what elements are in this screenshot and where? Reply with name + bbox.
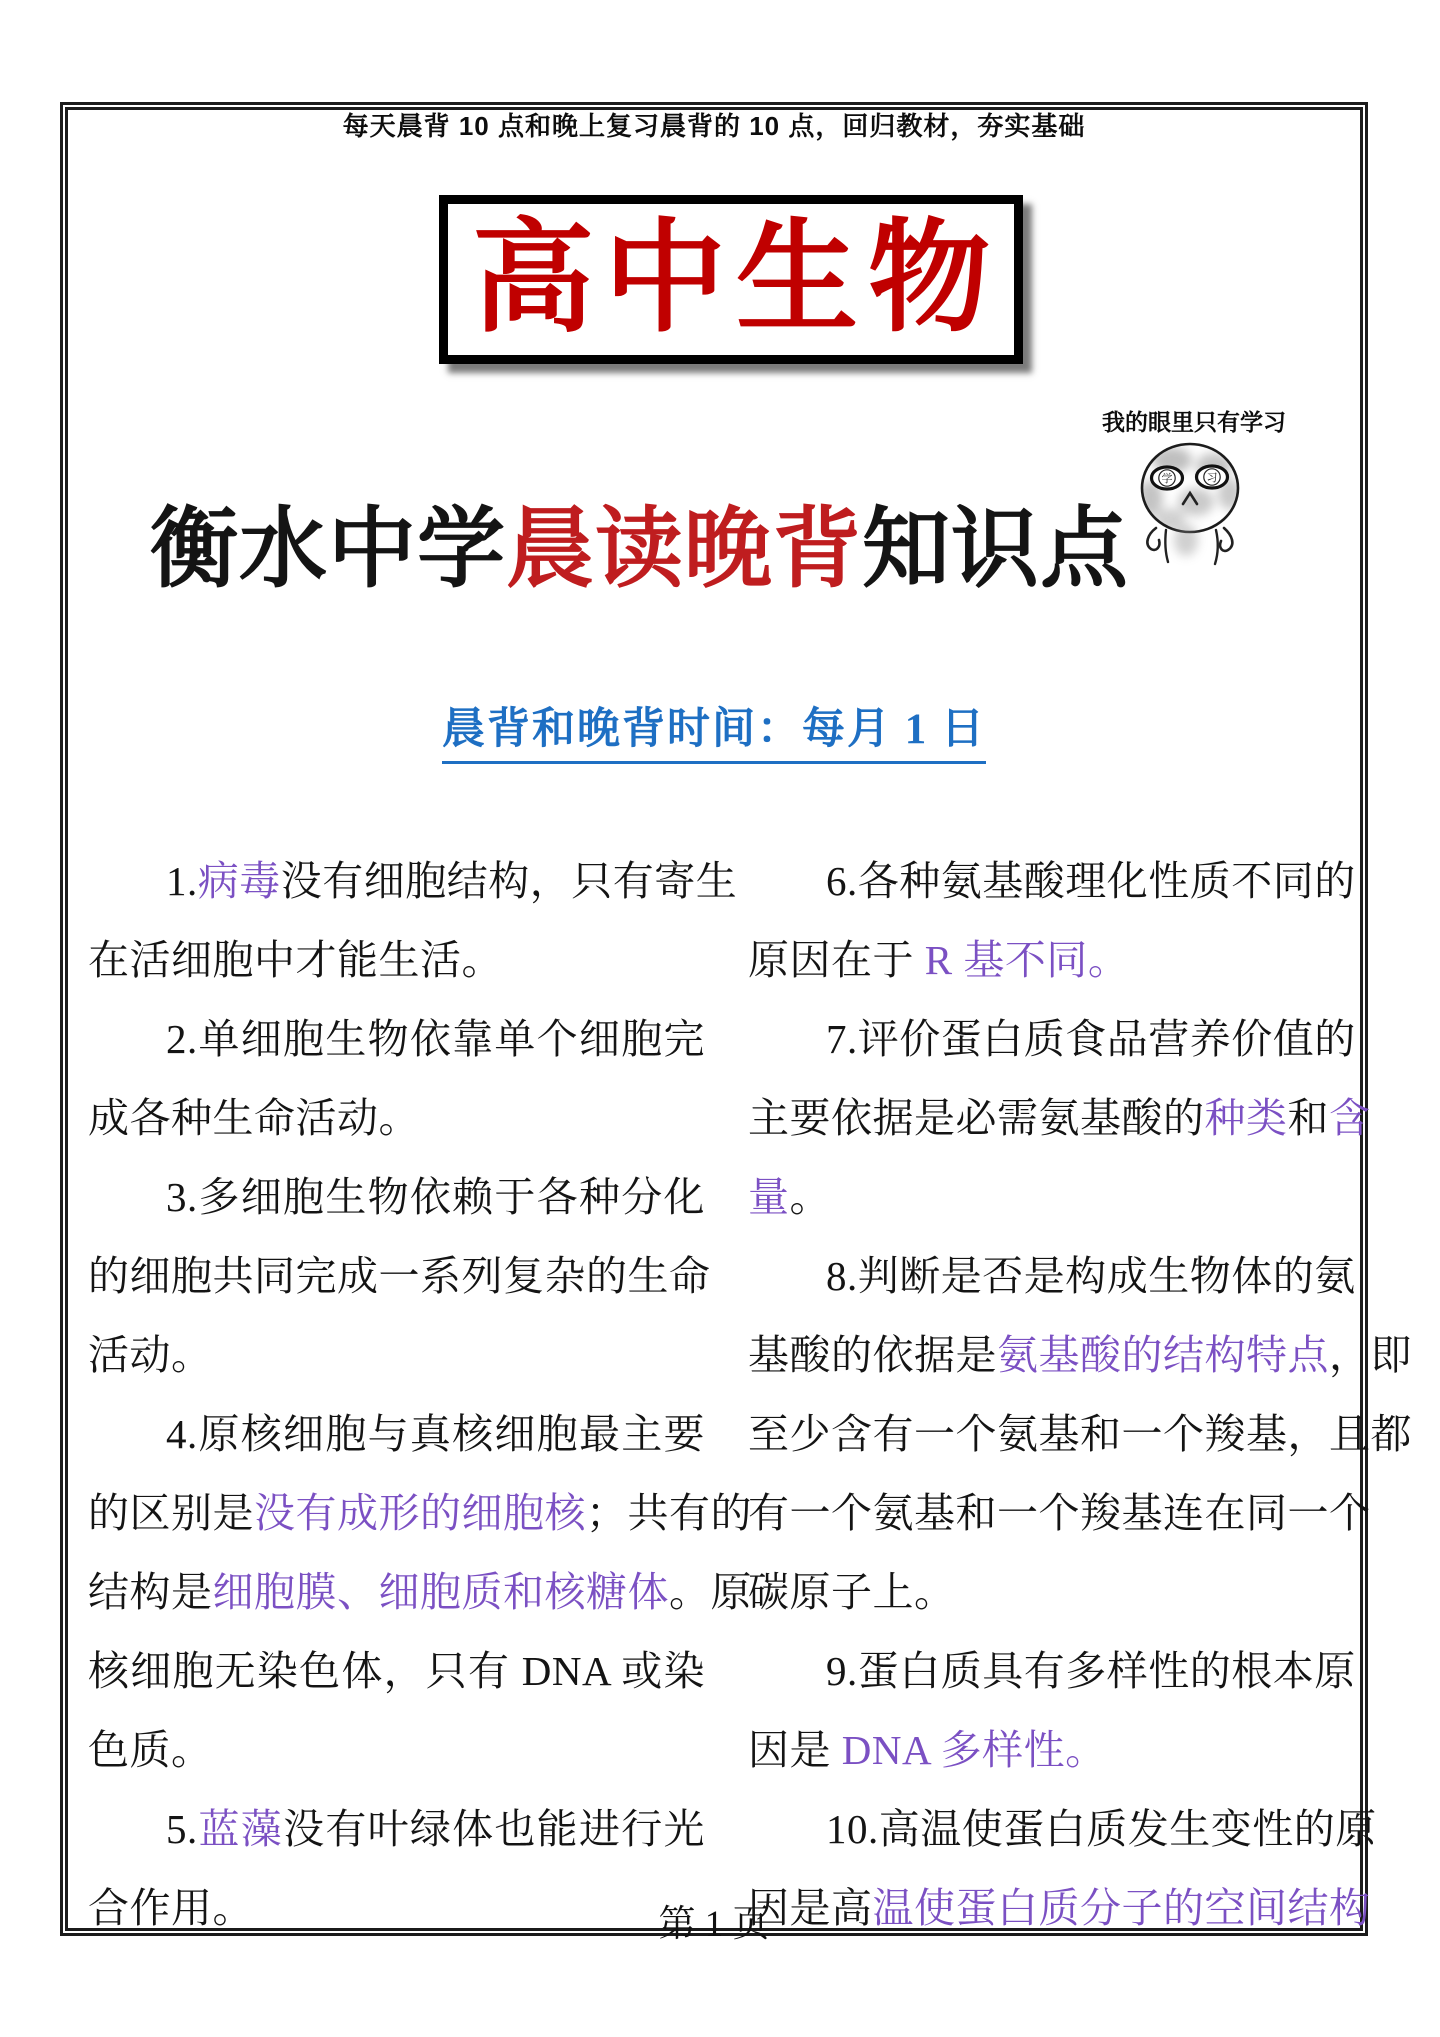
text-segment-purple: 没有成形的细胞核 [254,1490,586,1536]
text-segment-purple: 温使蛋白质分子的空间结构 [872,1885,1371,1931]
text-segment-ink: 核细胞无染色体，只有 DNA 或染 [88,1648,705,1694]
text-line [748,1237,1356,1316]
text-segment-ink: 没有细胞结构，只有寄生 [280,858,738,904]
text-line [88,1079,705,1158]
text-line [748,1790,1377,1869]
text-segment-purple: DNA 多样性。 [831,1727,1107,1773]
text-segment-purple: 病毒 [197,858,281,904]
main-title [150,500,1250,601]
text-line [748,842,1356,921]
text-segment-ink: 有一个氨基和一个羧基连在同一个 [748,1490,1371,1536]
text-segment-purple: 蓝藻 [197,1806,284,1852]
main-title-segment: 衡水中学 [150,502,507,599]
text-segment-ink: 的细胞共同完成一系列复杂的生命 [88,1253,711,1299]
text-line [88,1395,705,1474]
text-segment-ink: 1. [166,858,198,904]
text-segment-ink: 结构是 [88,1569,213,1615]
text-segment-ink: 2.单细胞生物依靠单个细胞完 [166,1016,705,1062]
subtitle: 晨背和晚背时间：每月 1 日 [442,704,986,764]
text-line [88,1711,705,1790]
header-note: 每天晨背 10 点和晚上复习晨背的 10 点，回归教材，夯实基础 [342,111,1086,141]
title-box [439,195,1023,364]
text-segment-ink: 活动。 [88,1332,213,1378]
text-segment-ink: 色质。 [88,1727,213,1773]
notes-columns [88,842,1412,1948]
text-segment-purple: 细胞膜、细胞质和核糖体 [212,1569,669,1615]
text-line [748,1000,1356,1079]
text-segment-purple: 氨基酸的结构特点 [997,1332,1329,1378]
text-segment-ink: 。原 [669,1569,752,1615]
text-line [748,1395,1412,1474]
main-title-segment: 晨读晚背 [506,502,863,599]
text-line [88,1000,705,1079]
text-line [88,1316,705,1395]
text-segment-purple: R 基不同。 [914,937,1130,983]
text-line [88,1474,752,1553]
text-line [748,1553,1343,1632]
svg-text:学: 学 [1161,473,1173,485]
svg-text:习: 习 [1206,472,1218,484]
main-title-segment: 知识点 [862,502,1130,599]
text-line [748,921,1343,1000]
text-segment-ink: 10.高温使蛋白质发生变性的原 [826,1806,1377,1852]
text-segment-ink: 碳原子上。 [748,1569,956,1615]
text-segment-ink: 因是高 [748,1885,873,1931]
text-segment-ink: 和 [1287,1095,1329,1141]
text-line [88,842,738,921]
text-line [88,921,705,1000]
text-segment-ink: 没有叶绿体也能进行光 [283,1806,705,1852]
text-line [748,1632,1356,1711]
text-line [88,1158,705,1237]
text-segment-ink: 在活细胞中才能生活。 [88,937,503,983]
text-segment-ink: 至少含有一个氨基和一个羧基，且都 [748,1411,1412,1457]
text-line [88,1237,711,1316]
text-segment-ink: 的区别是 [88,1490,254,1536]
text-line [748,1474,1371,1553]
text-segment-purple: 种类 [1204,1095,1288,1141]
subtitle-wrap [60,704,1368,764]
text-segment-ink: 因是 [748,1727,831,1773]
column-right [748,842,1412,1948]
text-segment-ink: ，即 [1329,1332,1412,1378]
text-line [748,1711,1343,1790]
text-segment-ink: 基酸的依据是 [748,1332,997,1378]
text-line [88,1790,705,1869]
text-segment-ink: 原因在于 [748,937,914,983]
text-segment-ink: 成各种生命活动。 [88,1095,420,1141]
text-segment-ink: 6.各种氨基酸理化性质不同的 [826,858,1356,904]
text-line [748,1316,1412,1395]
text-segment-ink: 9.蛋白质具有多样性的根本原 [826,1648,1356,1694]
text-line [88,1553,752,1632]
mascot-caption: 我的眼里只有学习 [1102,409,1286,435]
page-number: 第 1 页 [658,1904,770,1945]
text-line [748,1079,1371,1158]
text-segment-ink: 合作用。 [88,1885,254,1931]
text-line [88,1632,705,1711]
text-segment-ink: 8.判断是否是构成生物体的氨 [826,1253,1356,1299]
text-segment-ink: 。 [789,1174,831,1220]
box-title: 高中生物 [472,211,1000,347]
text-segment-purple: 量 [748,1174,790,1220]
text-segment-purple: 含 [1329,1095,1371,1141]
text-segment-ink: ；共有的 [586,1490,752,1536]
text-segment-ink: 5. [166,1806,198,1852]
text-segment-ink: 4.原核细胞与真核细胞最主要 [166,1411,705,1457]
text-line [748,1158,1343,1237]
text-segment-ink: 主要依据是必需氨基酸的 [748,1095,1205,1141]
text-segment-ink: 7.评价蛋白质食品营养价值的 [826,1016,1356,1062]
text-segment-ink: 3.多细胞生物依赖于各种分化 [166,1174,705,1220]
